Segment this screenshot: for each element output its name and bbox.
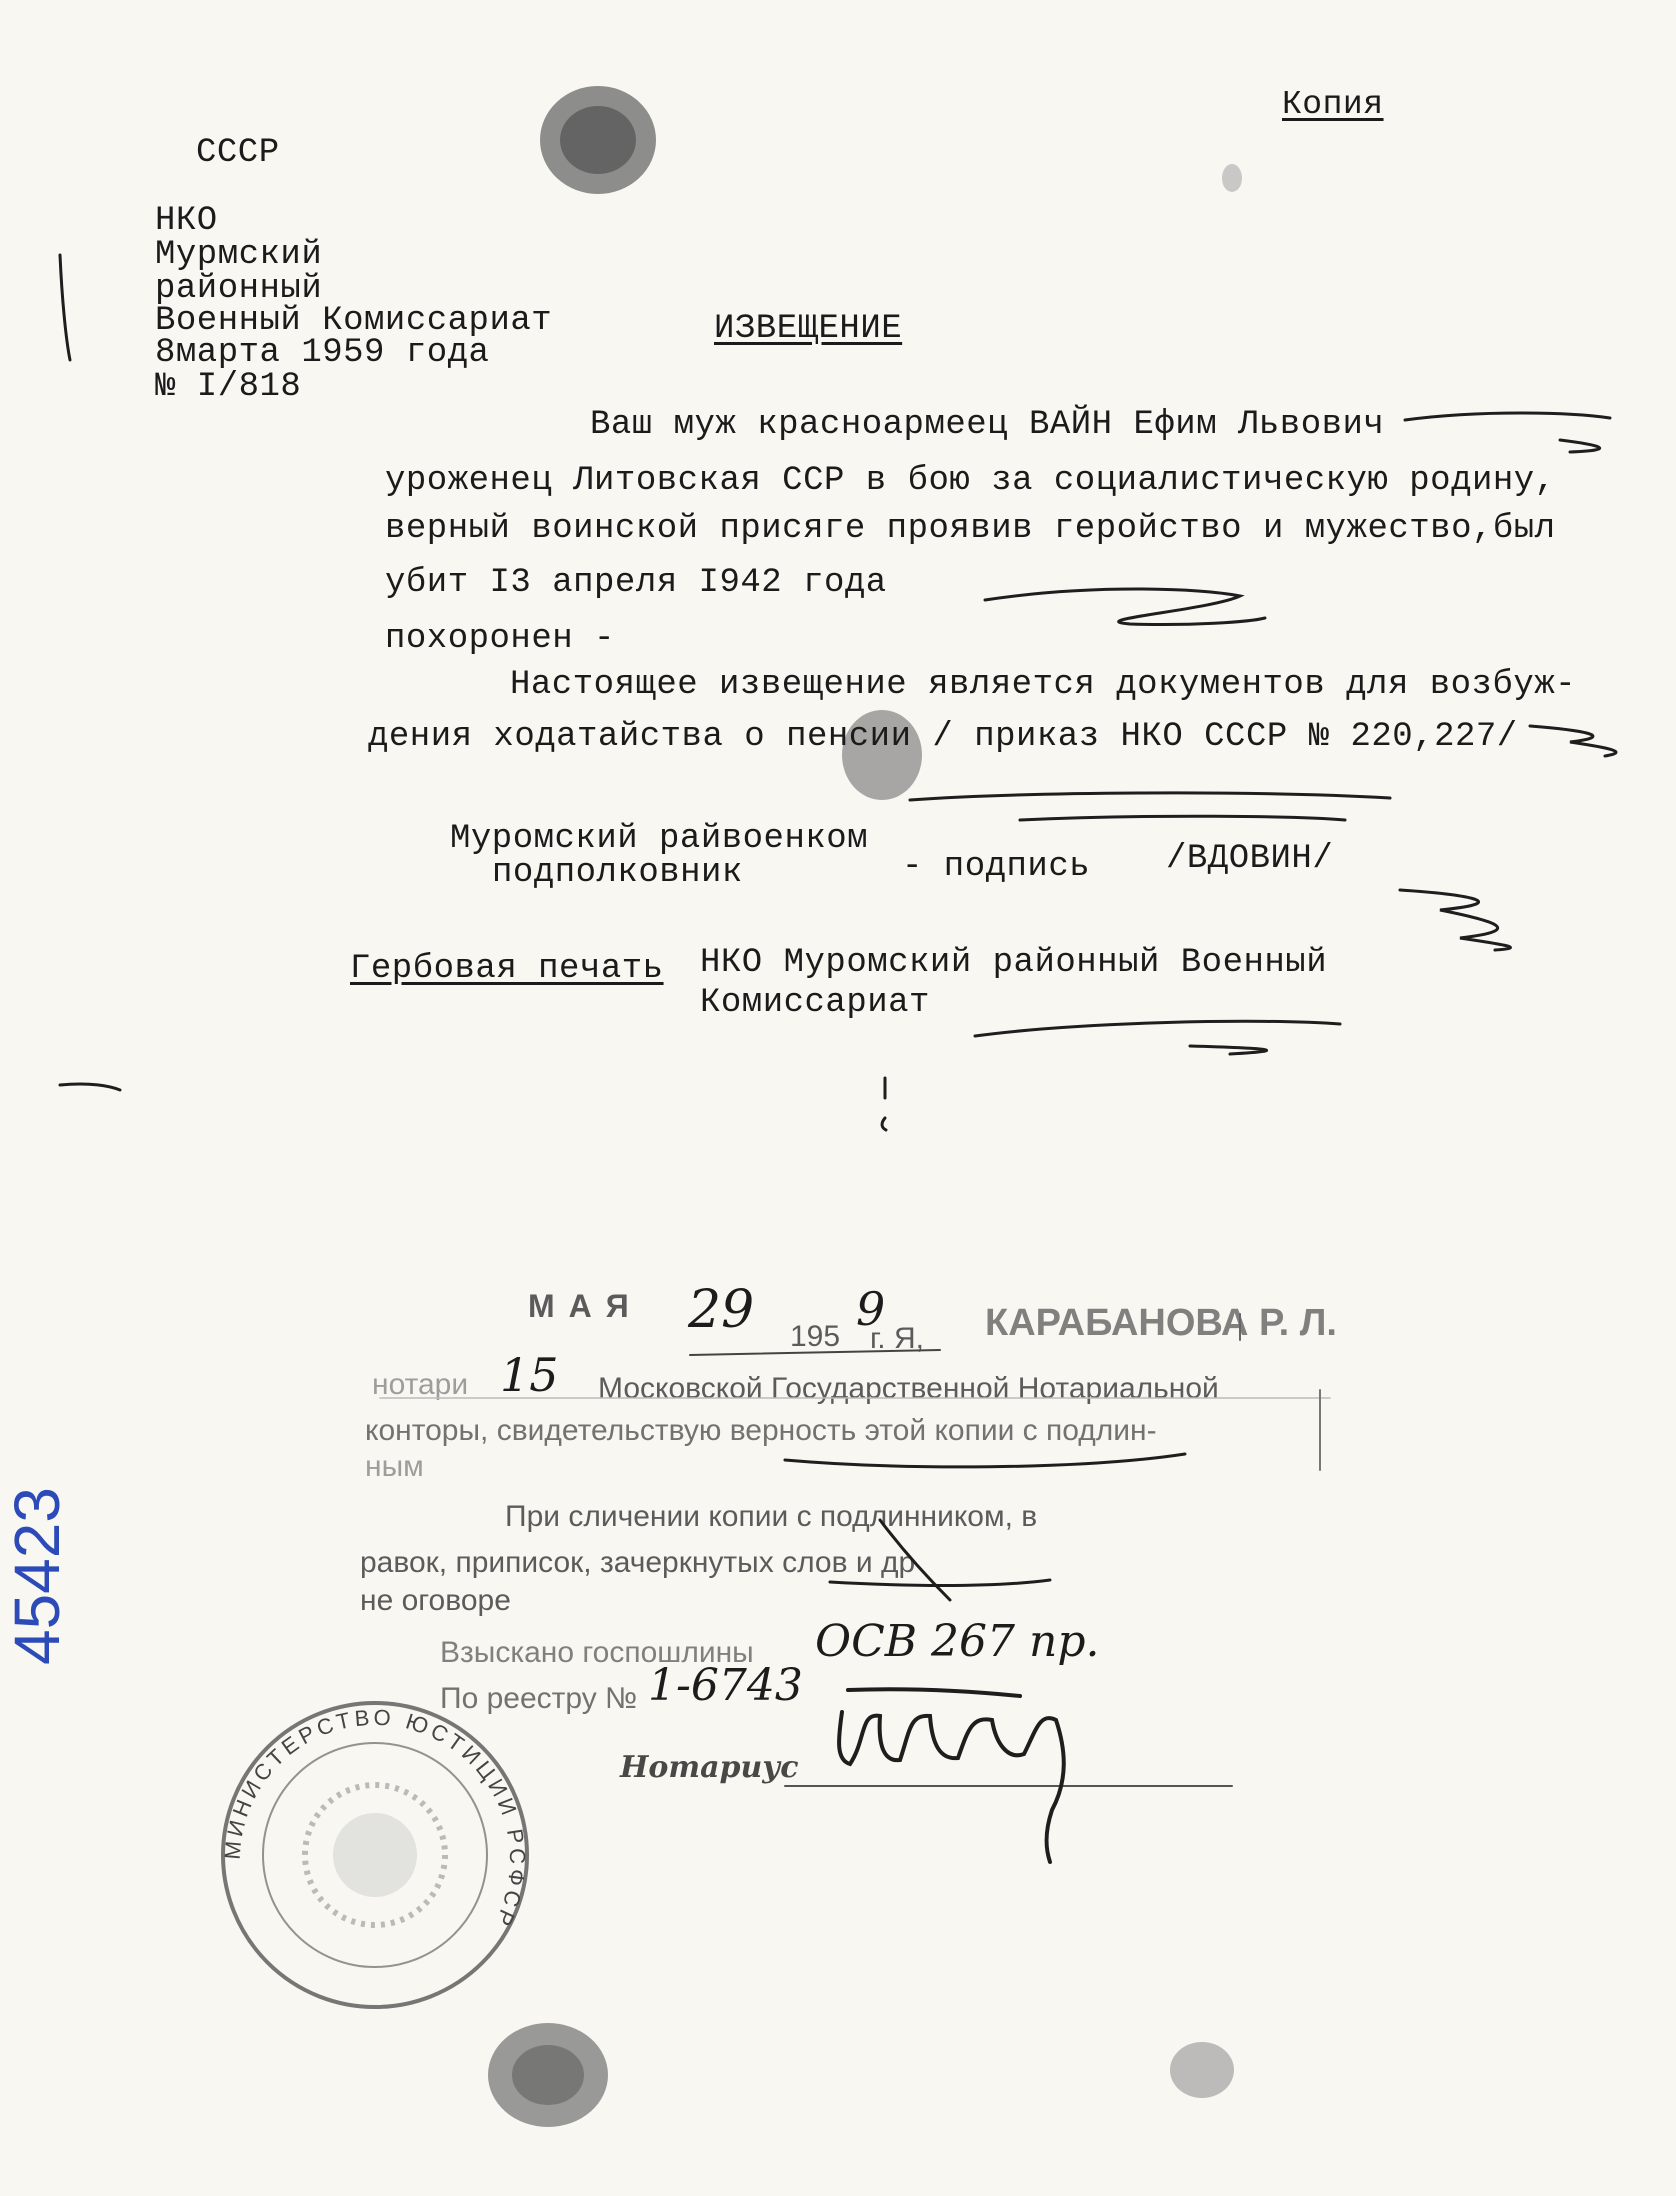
signature-word: - подпись [902,848,1091,886]
body-line-1: Ваш муж красноармеец ВАЙН Ефим Львович [590,406,1385,444]
round-stamp-text: МИНИСТЕРСТВО ЮСТИЦИИ РСФСР [219,1704,531,1934]
notary-line-6: равок, приписок, зачеркнутых слов и др [360,1546,916,1579]
notary-office-number: 15 [500,1348,559,1402]
body-line-7: дения ходатайства о пенсии / приказ НКО СССР № 220,227/ [368,718,1518,756]
notary-line-2: Московской Государственной Нотариальной [598,1372,1219,1405]
body-line-6: Настоящее извещение является документов для возбуж- [510,666,1577,704]
signer-title-2: подполковник [492,854,743,892]
notary-date-day: 29 [688,1280,755,1340]
copy-label: Копия [1282,86,1384,123]
document-date: 8марта 1959 года [155,334,490,372]
notary-line-4: ным [365,1450,424,1483]
body-line-4: убит I3 апреля I942 года [385,564,887,602]
body-line-5: похоронен - [385,620,615,658]
org-line-1: НКО [155,202,218,240]
seal-label: Гербовая печать [350,950,664,988]
notary-line-2-start: нотари [372,1368,469,1401]
notary-fee: ОСВ 267 пр. [815,1616,1100,1667]
notary-line-3: конторы, свидетельствую верность этой копии с подлин- [365,1414,1157,1447]
notary-line-9: По реестру № [440,1682,638,1715]
body-line-3: верный воинской присяге проявив геройство и мужество,был [385,510,1556,548]
seal-text-2: Комиссариат [700,984,930,1022]
notary-date-year: 195 [790,1320,841,1353]
country-label: СССР [196,134,280,172]
notary-title: Нотариус [620,1750,799,1785]
signer-title-1: Муромский райвоенком [450,820,869,858]
notary-date-year-digit: 9 [856,1282,886,1336]
org-line-3: районный [155,270,323,308]
notary-line-8: Взыскано госпошлины [440,1636,754,1669]
notary-line-5: При сличении копии с подлинником, в [505,1500,1038,1533]
seal-text-1: НКО Муромский районный Военный [700,944,1328,982]
org-line-2: Мурмский [155,236,323,274]
notary-line-7: не оговоре [360,1584,511,1617]
signer-name: /ВДОВИН/ [1166,840,1334,878]
notary-date-suffix: г. Я, [870,1322,924,1355]
document-title: ИЗВЕЩЕНИЕ [714,310,903,348]
notary-date-month: МАЯ [528,1288,643,1324]
notary-register-number: 1-6743 [648,1660,803,1711]
org-line-4: Военный Комиссариат [155,302,553,340]
notary-name: КАРАБАНОВА Р. Л. [985,1302,1337,1344]
archive-side-number: 45423 [1,1487,73,1665]
body-line-2: уроженец Литовская ССР в бою за социалистическую родину, [385,462,1556,500]
document-number: № I/818 [155,368,302,406]
